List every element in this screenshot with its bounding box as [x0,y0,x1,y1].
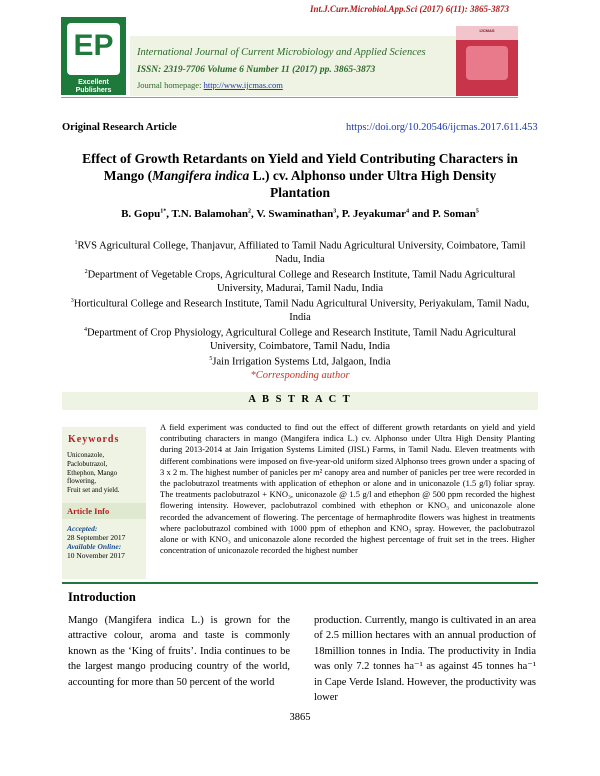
doi-link[interactable]: https://doi.org/10.20546/ijcmas.2017.611.453 [346,122,538,133]
abstract-heading: A B S T R A C T [248,394,352,405]
homepage [137,80,283,90]
logo-letters: EP [73,29,114,62]
intro-column-right: production. Currently, mango is cultivated in an area of 2.5 million hectares with an annual production of 18million tonnes in India. The productivity in India was only 7.2 tonnes ha⁻¹ as against 45 tonnes ha⁻¹ in Cape Verde Island. However, the productivity was lower [314,615,536,704]
author: B. Gopu [121,208,161,220]
corresponding-author: *Corresponding author [250,370,350,382]
online-date: 10 November 2017 [67,551,125,560]
journal-name: International Journal of Current Microbiology and Applied Sciences [137,47,426,58]
intro-column-left: Mango (Mangifera indica L.) is grown for the attractive colour, aroma and taste is commonly known as the ‘King of fruits’. India continues to be the largest mango producing country of the world, accounting for more than 50 percent of the world [68,615,290,688]
cover-illustration [466,46,508,80]
accepted-label: Accepted: [67,524,98,533]
section-divider [62,582,538,584]
affiliation: $^5$Jain Irrigation Systems Ltd, Jalgaon, India [209,356,391,368]
issn-line: ISSN: 2319-7706 Volume 6 Number 11 (2017) pp. 3865-3873 [137,65,376,75]
affiliations [62,237,538,382]
article-type: Original Research Article [62,122,177,133]
author-list: B. Gopu$^{1*}$, T.N. Balamohan$^2$, V. Swaminathan$^3$, P. Jeyakumar$^4$ and P. Soman$^5$ [121,208,479,220]
author: P. Soman [432,208,476,220]
journal-reference: Int.J.Curr.Microbiol.App.Sci (2017) 6(11): 3865-3873 [309,4,509,14]
affiliation: $^2$Department of Vegetable Crops, Agricultural College and Research Institute, Tamil Nadu Agricultural University, Madurai, Tamil Nadu, India [84,269,516,294]
homepage-label: Journal homepage: [137,80,204,90]
accepted-date: 28 September 2017 [67,533,126,542]
publisher-logo [61,17,126,95]
article-dates [67,524,147,560]
header-divider [61,97,518,98]
online-label: Available Online: [67,542,122,551]
introduction-heading: Introduction [68,590,136,604]
journal-cover-image [456,26,518,96]
author: T.N. Balamohan [171,208,249,220]
page-number: 3865 [289,712,311,723]
keywords-list [67,451,147,495]
article-info-heading: Article Info [67,506,110,516]
keyword: Fruit set and yield. [67,486,120,495]
abstract-text: A field experiment was conducted to find out the effect of different growth retardants on yield and yield contributing characters in mango (Mangifera indica L.) cv. Alphonso under Ultra High Density Planting during 2013-2014 at Jain Irrigation Systems Limited (JISL) Farms, in Tamil Nadu. Eleven treatments with different combinations were imposed on five-year-old uniform sized Alphonso trees grown under a spacing of 3 x 2 m. The highest number of panicles per m² canopy area and number of panicles per tree were recorded in the paclobutrazol treatments with application of ethephon or alone and in uniconazole (1.5 g/l) foliar spray. The treatments paclobutrazol + KNO₃, uniconazole @ 1.5 g/l and ethephon @ 500 ppm recorded the highest flowering intensity. However, paclobutrazol combined with ethephon or KNO₃ and uniconazole alone recorded the advancement of flowering. The percentage of hermaphrodite flowers was highest in treatments where paclobutrazol combined with 1000 ppm of ethephon and KNO₃ spray. However, the paclobutrazol alone or with KNO₃ and uniconazole alone recorded the highest percentage of fruit set in the trees. Higher concentration of uniconazole recorded the highest number [160,422,535,556]
affiliation: $^3$Horticultural College and Research Institute, Tamil Nadu Agricultural University, Periyakulam, Tamil Nadu, India [70,298,530,323]
affiliation: $^1$RVS Agricultural College, Thanjavur, Affiliated to Tamil Nadu Agricultural University, Coimbatore, Tamil Nadu, India [74,240,526,265]
keyword: flowering, [67,477,96,486]
keyword: Paclobutrazol, [67,459,108,468]
keyword: Ethephon, Mango [67,468,118,477]
cover-title: IJCMAS [479,28,495,33]
logo-name: Excellent Publishers [75,79,112,94]
article-title: Effect of Growth Retardants on Yield and Yield Contributing Characters in Mango (Mangifera indica L.) cv. Alphonso under Ultra High Density Plantation [82,151,518,200]
keyword: Uniconazole, [67,451,105,459]
author: V. Swaminathan [256,208,334,220]
keywords-heading: Keywords [68,434,120,445]
homepage-link[interactable]: http://www.ijcmas.com [203,80,283,90]
affiliation: $^4$Department of Crop Physiology, Agricultural College and Research Institute, Tamil Nadu Agricultural University, Coimbatore, Tamil Nadu, India [83,327,517,353]
author: P. Jeyakumar [341,208,407,220]
